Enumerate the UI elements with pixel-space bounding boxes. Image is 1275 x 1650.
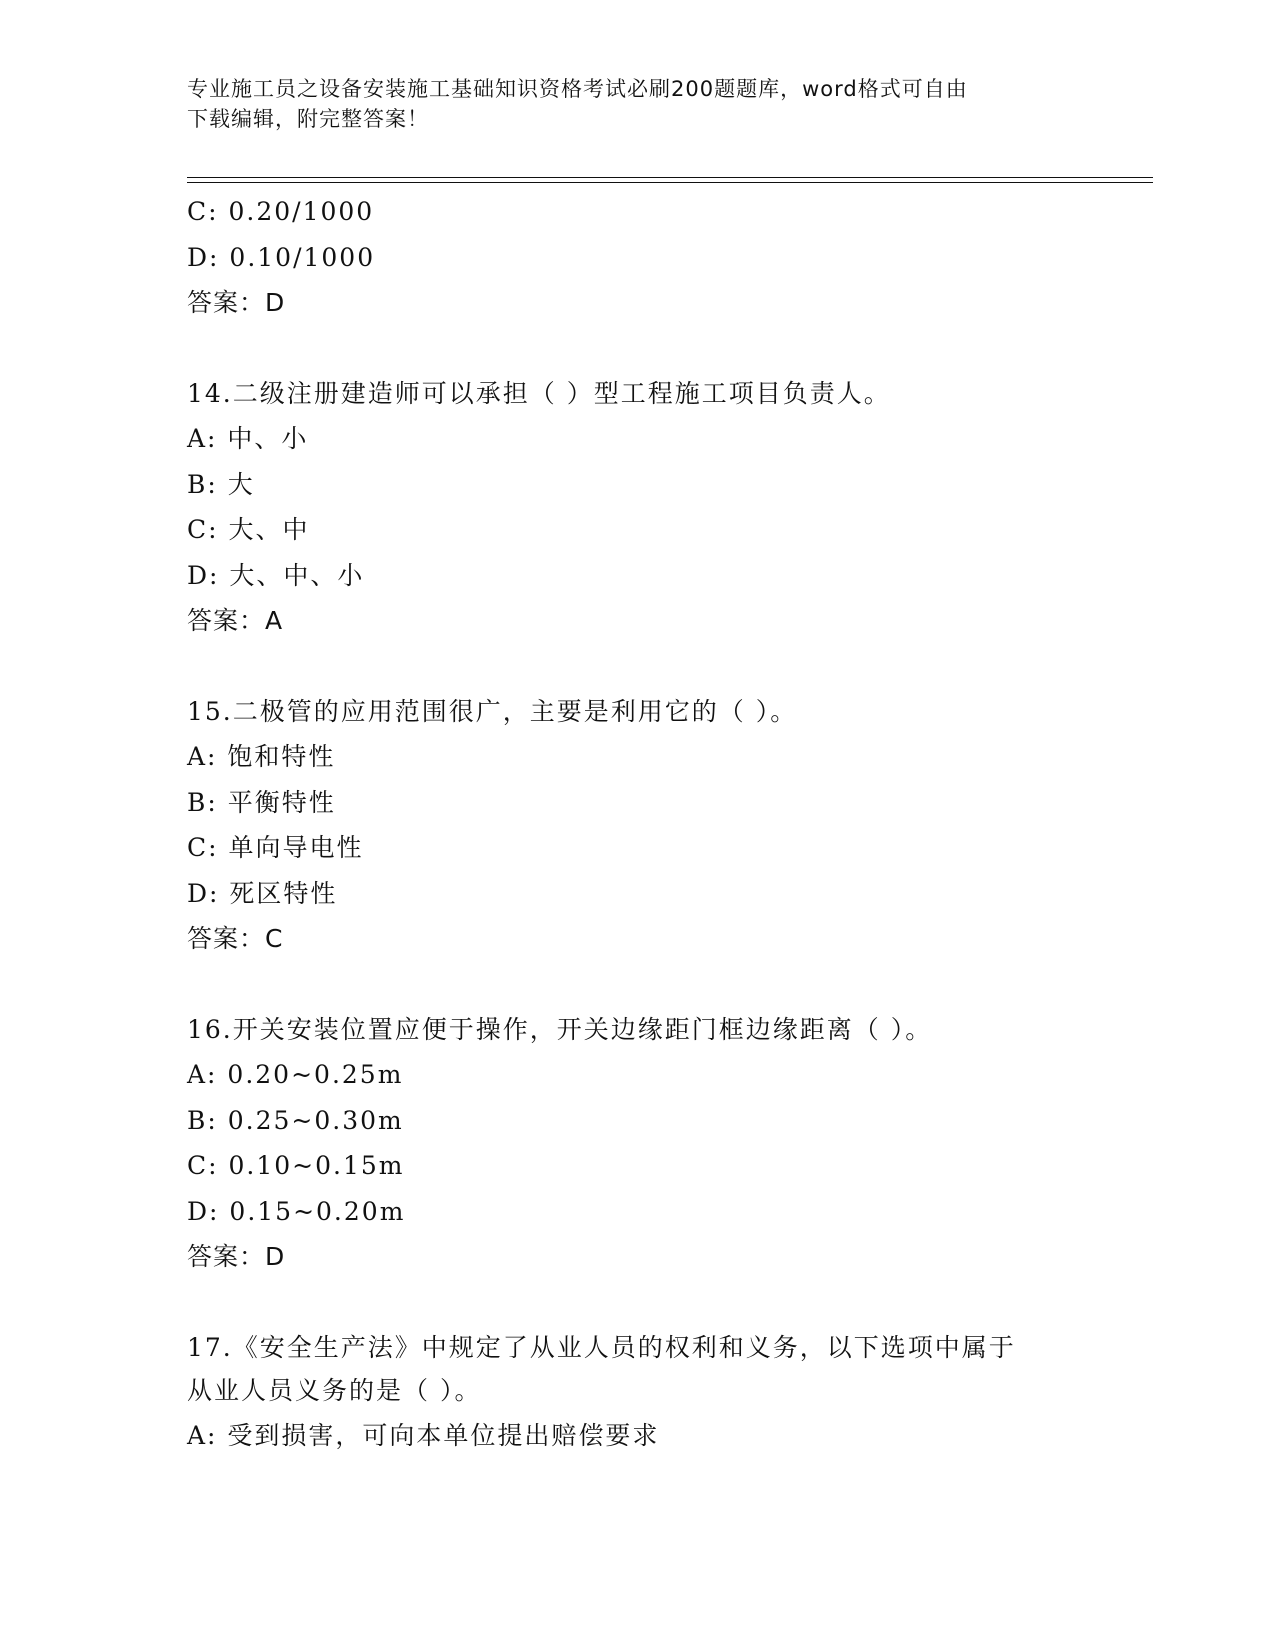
option-c: C: 大、中 xyxy=(187,515,310,544)
question-stem-line-1: 17.《安全生产法》中规定了从业人员的权利和义务，以下选项中属于 xyxy=(187,1332,1016,1362)
question-stem: 15.二极管的应用范围很广，主要是利用它的（ ）。 xyxy=(187,696,798,726)
option-d: D: 0.15~0.20m xyxy=(187,1196,406,1226)
option-c: C: 0.10~0.15m xyxy=(187,1151,405,1180)
option-a: A: 受到损害，可向本单位提出赔偿要求 xyxy=(187,1421,660,1450)
question-15 xyxy=(187,689,1147,962)
option-a: A: 0.20~0.25m xyxy=(187,1060,404,1089)
document-header xyxy=(187,74,1067,134)
option-d: D: 0.10/1000 xyxy=(187,242,376,272)
option-a: A: 中、小 xyxy=(187,424,309,453)
option-b: B: 平衡特性 xyxy=(187,787,336,817)
header-line-2: 下载编辑，附完整答案！ xyxy=(187,107,429,131)
header-divider-top xyxy=(187,177,1153,178)
question-continued xyxy=(187,189,1147,326)
question-16 xyxy=(187,1007,1147,1280)
answer-line: 答案：D xyxy=(187,1242,286,1271)
option-d: D: 大、中、小 xyxy=(187,560,365,590)
answer-line: 答案：C xyxy=(187,924,284,953)
question-14 xyxy=(187,371,1147,644)
option-c: C: 单向导电性 xyxy=(187,833,364,862)
answer-line: 答案：D xyxy=(187,288,286,317)
option-b: B: 大 xyxy=(187,469,255,499)
option-c: C: 0.20/1000 xyxy=(187,197,375,226)
question-17 xyxy=(187,1325,1147,1459)
question-stem-line-2: 从业人员义务的是（ ）。 xyxy=(187,1375,482,1405)
header-divider-bottom xyxy=(187,182,1153,183)
header-line-1: 专业施工员之设备安装施工基础知识资格考试必刷200题题库，word格式可自由 xyxy=(187,77,968,101)
question-stem: 16.开关安装位置应便于操作，开关边缘距门框边缘距离（ ）。 xyxy=(187,1014,933,1044)
question-stem: 14.二级注册建造师可以承担（ ）型工程施工项目负责人。 xyxy=(187,378,891,408)
answer-line: 答案：A xyxy=(187,606,284,635)
option-a: A: 饱和特性 xyxy=(187,742,336,771)
option-b: B: 0.25~0.30m xyxy=(187,1105,404,1135)
question-list xyxy=(187,189,1147,1459)
option-d: D: 死区特性 xyxy=(187,878,338,908)
